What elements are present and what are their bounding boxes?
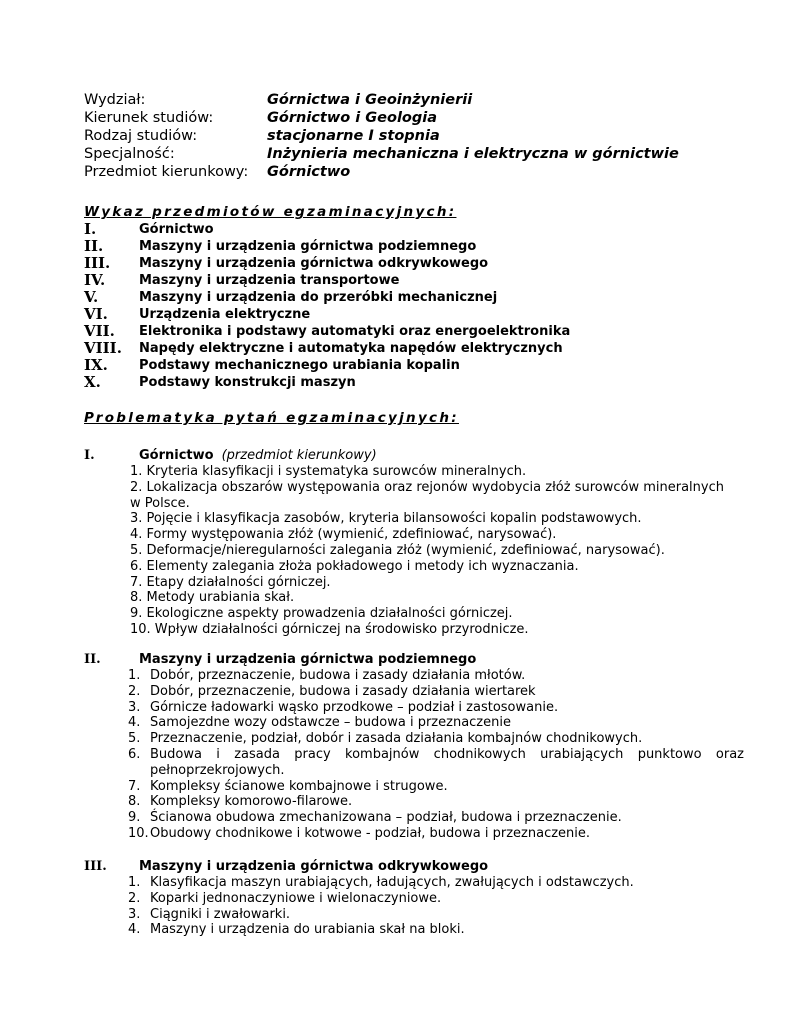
header-label: Rodzaj studiów: xyxy=(84,128,198,144)
section-title xyxy=(84,858,744,875)
subject-number: II. xyxy=(84,237,104,255)
list-item xyxy=(84,323,570,340)
subject-name: Elektronika i podstawy automatyki oraz energoelektronika xyxy=(139,324,571,339)
item-text: Dobór, przeznaczenie, budowa i zasady działania młotów. xyxy=(150,668,526,683)
subject-name: Podstawy konstrukcji maszyn xyxy=(139,375,356,390)
item-text: Obudowy chodnikowe i kotwowe - podział, budowa i przeznaczenie. xyxy=(150,825,591,841)
list-item xyxy=(84,357,570,374)
list-item xyxy=(128,779,744,795)
subject-number: VI. xyxy=(84,305,108,323)
header-row-type xyxy=(84,127,679,145)
item-text: Ciągniki i zwałowarki. xyxy=(150,906,291,922)
section-odkrywkowe xyxy=(84,858,744,938)
item-number: 7. xyxy=(128,778,141,794)
list-item xyxy=(128,826,744,842)
list-item xyxy=(84,272,570,289)
list-item: w Polsce. xyxy=(130,495,190,511)
list-item xyxy=(128,700,744,716)
subject-name: Podstawy mechanicznego urabiania kopalin xyxy=(139,358,460,373)
list-item: 3. Pojęcie i klasyfikacja zasobów, kryteria bilansowości kopalin podstawowych. xyxy=(130,511,642,527)
item-number: 8. xyxy=(128,794,141,810)
header-value: Górnictwo xyxy=(267,164,351,180)
header-label: Wydział: xyxy=(84,92,146,108)
item-text: Ścianowa obudowa zmechanizowana – podział, budowa i przeznaczenie. xyxy=(150,810,622,826)
item-number: 5. xyxy=(128,731,141,747)
list-item xyxy=(128,810,744,826)
subject-number: IV. xyxy=(84,271,106,289)
section-podziemne xyxy=(84,651,744,842)
subject-name: Maszyny i urządzenia transportowe xyxy=(139,273,400,288)
item-number: 4. xyxy=(128,922,141,938)
list-item xyxy=(128,715,744,731)
header-label: Specjalność: xyxy=(84,146,175,162)
item-number: 4. xyxy=(128,715,141,731)
item-number: 9. xyxy=(128,810,141,826)
list-item xyxy=(128,684,744,700)
item-text: Maszyny i urządzenia do urabiania skał na bloki. xyxy=(150,922,465,938)
subject-name: Maszyny i urządzenia do przeróbki mechanicznej xyxy=(139,290,498,305)
section-title xyxy=(84,651,744,668)
subjects-heading: Wykaz przedmiotów egzaminacyjnych: xyxy=(84,204,457,220)
header-row-faculty xyxy=(84,91,679,109)
header-value: Górnictwo i Geologia xyxy=(267,110,438,126)
study-info-header xyxy=(84,91,679,181)
item-number: 3. xyxy=(128,906,141,922)
item-text: Klasyfikacja maszyn urabiających, ładujących, zwałujących i odstawczych. xyxy=(150,875,634,890)
header-value: stacjonarne I stopnia xyxy=(267,128,440,144)
header-row-specialty xyxy=(84,145,679,163)
subject-name: Napędy elektryczne i automatyka napędów elektrycznych xyxy=(139,341,563,356)
list-item xyxy=(128,747,744,779)
section-name: Maszyny i urządzenia górnictwa odkrywkowego xyxy=(139,859,489,874)
subject-number: VII. xyxy=(84,322,115,340)
item-number: 2. xyxy=(128,683,141,699)
item-number: 10. xyxy=(128,825,149,841)
header-value: Górnictwa i Geoinżynierii xyxy=(267,92,473,108)
list-item xyxy=(128,794,744,810)
section-name: Maszyny i urządzenia górnictwa podziemnego xyxy=(139,652,477,667)
list-item xyxy=(128,731,744,747)
item-text: Górnicze ładowarki wąsko przodkowe – podział i zastosowanie. xyxy=(150,699,559,715)
list-item xyxy=(84,289,570,306)
list-item xyxy=(128,875,744,891)
subject-name: Maszyny i urządzenia górnictwa podziemnego xyxy=(139,239,477,254)
list-item xyxy=(128,922,744,938)
list-item xyxy=(84,340,570,357)
item-number: 1. xyxy=(128,875,141,890)
subject-name: Urządzenia elektryczne xyxy=(139,307,311,322)
questions-heading: Problematyka pytań egzaminacyjnych: xyxy=(84,410,459,426)
subject-name: Maszyny i urządzenia górnictwa odkrywkowego xyxy=(139,256,489,271)
subject-number: VIII. xyxy=(84,339,122,357)
item-number: 1. xyxy=(128,668,141,683)
list-item xyxy=(84,255,570,272)
item-text: Kompleksy ścianowe kombajnowe i strugowe. xyxy=(150,778,448,794)
item-number: 6. xyxy=(128,746,141,762)
list-item: 1. Kryteria klasyfikacji i systematyka surowców mineralnych. xyxy=(130,464,527,479)
list-item xyxy=(84,306,570,323)
list-item: 7. Etapy działalności górniczej. xyxy=(130,574,331,590)
list-item xyxy=(128,907,744,923)
subject-number: III. xyxy=(84,254,111,272)
header-row-field xyxy=(84,109,679,127)
list-item xyxy=(84,238,570,255)
item-text: Dobór, przeznaczenie, budowa i zasady działania wiertarek xyxy=(150,683,536,699)
list-item xyxy=(128,668,744,684)
list-item xyxy=(128,891,744,907)
header-value: Inżynieria mechaniczna i elektryczna w górnictwie xyxy=(267,146,679,162)
section-gornictwo xyxy=(84,447,744,638)
item-number: 2. xyxy=(128,890,141,906)
item-text: Samojezdne wozy odstawcze – budowa i przeznaczenie xyxy=(150,715,511,731)
subject-name: Górnictwo xyxy=(139,222,214,237)
list-item xyxy=(84,374,570,391)
section-note: (przedmiot kierunkowy) xyxy=(221,448,377,463)
section-number: III. xyxy=(84,859,107,874)
list-item: 2. Lokalizacja obszarów występowania oraz rejonów wydobycia złóż surowców mineralnych xyxy=(130,479,724,495)
question-list xyxy=(128,668,744,842)
list-item: 9. Ekologiczne aspekty prowadzenia działalności górniczej. xyxy=(130,606,513,622)
list-item: 6. Elementy zalegania złoża pokładowego i metody ich wyznaczania. xyxy=(130,558,579,574)
section-number: II. xyxy=(84,652,101,667)
list-item: 4. Formy występowania złóż (wymienić, zdefiniować, narysować). xyxy=(130,527,557,543)
question-list xyxy=(128,875,744,938)
subject-number: X. xyxy=(84,373,101,391)
list-item: 10. Wpływ działalności górniczej na środowisko przyrodnicze. xyxy=(130,621,529,637)
section-name: Górnictwo xyxy=(139,448,214,463)
subjects-list xyxy=(84,221,570,391)
header-label: Przedmiot kierunkowy: xyxy=(84,164,249,180)
item-text: Budowa i zasada pracy kombajnów chodnikowych urabiających punktowo oraz pełnoprzekrojowych. xyxy=(150,746,744,778)
item-text: Kompleksy komorowo-filarowe. xyxy=(150,794,353,810)
header-label: Kierunek studiów: xyxy=(84,110,214,126)
section-number: I. xyxy=(84,448,95,463)
list-item xyxy=(84,221,570,238)
question-list xyxy=(130,464,744,638)
header-row-main-subject xyxy=(84,163,679,181)
item-text: Koparki jednonaczyniowe i wielonaczyniowe. xyxy=(150,890,442,906)
subject-number: V. xyxy=(84,288,99,306)
section-title xyxy=(84,447,744,464)
item-number: 3. xyxy=(128,699,141,715)
list-item: 8. Metody urabiania skał. xyxy=(130,590,295,606)
subject-number: I. xyxy=(84,220,97,238)
list-item: 5. Deformacje/nieregularności zalegania złóż (wymienić, zdefiniować, narysować). xyxy=(130,542,665,558)
subject-number: IX. xyxy=(84,356,108,374)
item-text: Przeznaczenie, podział, dobór i zasada działania kombajnów chodnikowych. xyxy=(150,731,643,747)
